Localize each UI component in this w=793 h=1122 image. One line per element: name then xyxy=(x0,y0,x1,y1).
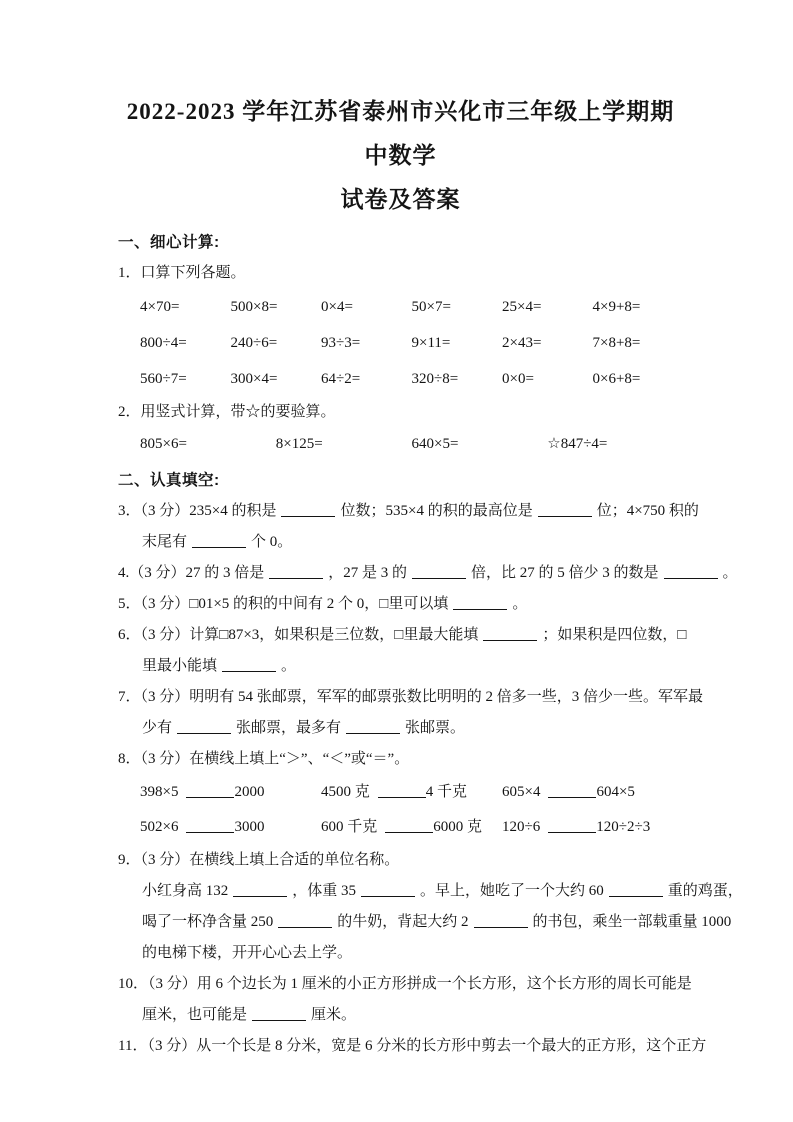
vertical-calc-problem: 8×125= xyxy=(275,436,323,452)
oral-calc-problem: 0×4= xyxy=(321,299,353,315)
question-5 xyxy=(118,589,683,620)
question-text: 张邮票。 xyxy=(405,720,466,736)
comparison-left: 605×4 xyxy=(502,784,541,800)
fill-blank xyxy=(483,626,537,641)
question-number: 3． xyxy=(118,503,141,519)
question-text: （3 分）在横线上填上合适的单位名称。 xyxy=(140,852,400,868)
question-text: （3 分）在横线上填上“＞”、“＜”或“＝”。 xyxy=(140,751,410,767)
section-heading-calculation: 一、细心计算: xyxy=(118,234,220,251)
oral-calc-problem: 0×0= xyxy=(502,371,534,387)
comparison-left: 120÷6 xyxy=(502,819,541,835)
oral-calc-problem: 4×70= xyxy=(140,299,180,315)
comparison-right: 6000 克 xyxy=(433,819,483,835)
question-text: 喝了一杯净含量 250 xyxy=(142,914,274,930)
fill-blank xyxy=(222,657,276,672)
vertical-calc-problem: 640×5= xyxy=(411,436,459,452)
question-text: 重的鸡蛋， xyxy=(667,883,743,899)
question-text: 的书包，乘坐一部载重量 1000 xyxy=(532,914,732,930)
section-heading-fill-blanks: 二、认真填空: xyxy=(118,472,220,489)
doc-title xyxy=(118,90,683,222)
question-number: 9． xyxy=(118,852,141,868)
comparison-right: 120÷2÷3 xyxy=(596,819,651,835)
fill-blank xyxy=(281,502,335,517)
oral-calc-problem: 50×7= xyxy=(411,299,451,315)
oral-calc-problem: 560÷7= xyxy=(140,371,187,387)
vertical-calc-row xyxy=(118,428,683,460)
fill-blank xyxy=(192,533,246,548)
comparison-right: 2000 xyxy=(234,784,265,800)
oral-calc-problem: 7×8+8= xyxy=(592,335,641,351)
comparison-grid xyxy=(118,775,683,845)
question-2 xyxy=(118,397,683,428)
question-text: ，体重 35 xyxy=(292,883,357,899)
oral-calc-problem: 25×4= xyxy=(502,299,542,315)
question-8 xyxy=(118,744,683,845)
question-number: 8． xyxy=(118,751,141,767)
question-text: （3 分）从一个长是 8 分米，宽是 6 分米的长方形中剪去一个最大的正方形，这个正方 xyxy=(147,1038,707,1054)
question-text: ，27 是 3 的 xyxy=(328,565,408,581)
vertical-calc-problem: 805×6= xyxy=(140,436,187,452)
question-text: 小红身高 132 xyxy=(142,883,229,899)
question-text: （3 分）计算□87×3，如果积是三位数，□里最大能填 xyxy=(140,627,479,643)
question-number: 7． xyxy=(118,689,141,705)
oral-calc-problem: 9×11= xyxy=(411,335,451,351)
question-number: 1． xyxy=(118,265,141,281)
question-text: 的电梯下楼，开开心心去上学。 xyxy=(142,945,353,961)
question-text: 用竖式计算，带☆的要验算。 xyxy=(140,404,336,420)
oral-calc-problem: 800÷4= xyxy=(140,335,187,351)
question-4 xyxy=(118,558,738,589)
oral-calc-problem: 500×8= xyxy=(230,299,278,315)
question-text: （3 分）用 6 个边长为 1 厘米的小正方形拼成一个长方形，这个长方形的周长可能是 xyxy=(148,976,692,992)
question-9 xyxy=(118,845,743,969)
comparison-right: 3000 xyxy=(234,819,265,835)
fill-blank xyxy=(186,783,234,798)
fill-blank xyxy=(453,595,507,610)
question-text: 末尾有 xyxy=(142,534,188,550)
fill-blank xyxy=(252,1006,306,1021)
question-text: 里最小能填 xyxy=(142,658,218,674)
question-number: 5． xyxy=(118,596,141,612)
question-text: 的牛奶，背起大约 2 xyxy=(337,914,469,930)
question-text: ；如果积是四位数，□ xyxy=(542,627,687,643)
comparison-left: 4500 克 xyxy=(321,784,370,800)
fill-blank xyxy=(664,564,718,579)
fill-blank xyxy=(538,502,592,517)
comparison-item xyxy=(321,775,502,810)
question-10 xyxy=(118,969,692,1031)
oral-calc-problem: 0×6+8= xyxy=(592,371,641,387)
comparison-item xyxy=(321,810,502,845)
oral-calc-problem: 240÷6= xyxy=(230,335,278,351)
oral-calc-problem: 2×43= xyxy=(502,335,542,351)
fill-blank xyxy=(609,882,663,897)
question-number: 4. xyxy=(118,565,130,581)
vertical-calc-problem: ☆847÷4= xyxy=(547,436,608,452)
question-6 xyxy=(118,620,687,682)
question-number: 2． xyxy=(118,404,141,420)
fill-blank xyxy=(412,564,466,579)
question-text: 个 0。 xyxy=(251,534,293,550)
comparison-item xyxy=(502,810,683,845)
question-text: 位；4×750 积的 xyxy=(596,503,699,519)
comparison-left: 398×5 xyxy=(140,784,179,800)
question-text: （3 分）27 的 3 倍是 xyxy=(129,565,265,581)
question-text: 口算下列各题。 xyxy=(140,265,246,281)
comparison-item xyxy=(140,775,321,810)
oral-calc-problem: 4×9+8= xyxy=(592,299,641,315)
question-text: （3 分）235×4 的积是 xyxy=(140,503,277,519)
oral-calc-problem: 320÷8= xyxy=(411,371,459,387)
question-number: 6． xyxy=(118,627,141,643)
comparison-left: 600 千克 xyxy=(321,819,378,835)
question-7 xyxy=(118,682,704,744)
fill-blank xyxy=(385,818,433,833)
question-text: （3 分）明明有 54 张邮票，军军的邮票张数比明明的 2 倍多一些，3 倍少一些。军军最 xyxy=(140,689,704,705)
question-text: 张邮票，最多有 xyxy=(236,720,342,736)
fill-blank xyxy=(474,913,528,928)
fill-blank xyxy=(548,818,596,833)
question-3 xyxy=(118,496,699,558)
fill-blank xyxy=(233,882,287,897)
fill-blank xyxy=(548,783,596,798)
doc-title-line1: 2022-2023 学年江苏省泰州市兴化市三年级上学期期中数学 xyxy=(126,99,675,168)
question-text: 。 xyxy=(722,565,738,581)
question-11 xyxy=(118,1031,707,1062)
question-text: 厘米，也可能是 xyxy=(142,1007,248,1023)
fill-blank xyxy=(278,913,332,928)
oral-calc-problem: 93÷3= xyxy=(321,335,361,351)
oral-calc-problem: 300×4= xyxy=(230,371,278,387)
fill-blank xyxy=(269,564,323,579)
question-number: 11． xyxy=(118,1038,148,1054)
comparison-right: 604×5 xyxy=(596,784,635,800)
question-text: 少有 xyxy=(142,720,173,736)
question-text: 。 xyxy=(281,658,297,674)
comparison-item xyxy=(502,775,683,810)
fill-blank xyxy=(378,783,426,798)
doc-title-line2: 试卷及答案 xyxy=(340,187,461,212)
fill-blank xyxy=(186,818,234,833)
oral-calc-problem: 64÷2= xyxy=(321,371,361,387)
question-text: 。 xyxy=(512,596,528,612)
fill-blank xyxy=(361,882,415,897)
comparison-left: 502×6 xyxy=(140,819,179,835)
comparison-item xyxy=(140,810,321,845)
question-text: （3 分）□01×5 的积的中间有 2 个 0，□里可以填 xyxy=(140,596,449,612)
comparison-right: 4 千克 xyxy=(425,784,468,800)
oral-calc-grid xyxy=(118,289,683,397)
question-text: 倍，比 27 的 5 倍少 3 的数是 xyxy=(471,565,659,581)
question-1 xyxy=(118,258,683,289)
fill-blank xyxy=(177,719,231,734)
question-number: 10． xyxy=(118,976,149,992)
fill-blank xyxy=(346,719,400,734)
question-text: 位数；535×4 的积的最高位是 xyxy=(340,503,533,519)
question-text: 厘米。 xyxy=(311,1007,357,1023)
question-text: 。早上，她吃了一个大约 60 xyxy=(420,883,604,899)
